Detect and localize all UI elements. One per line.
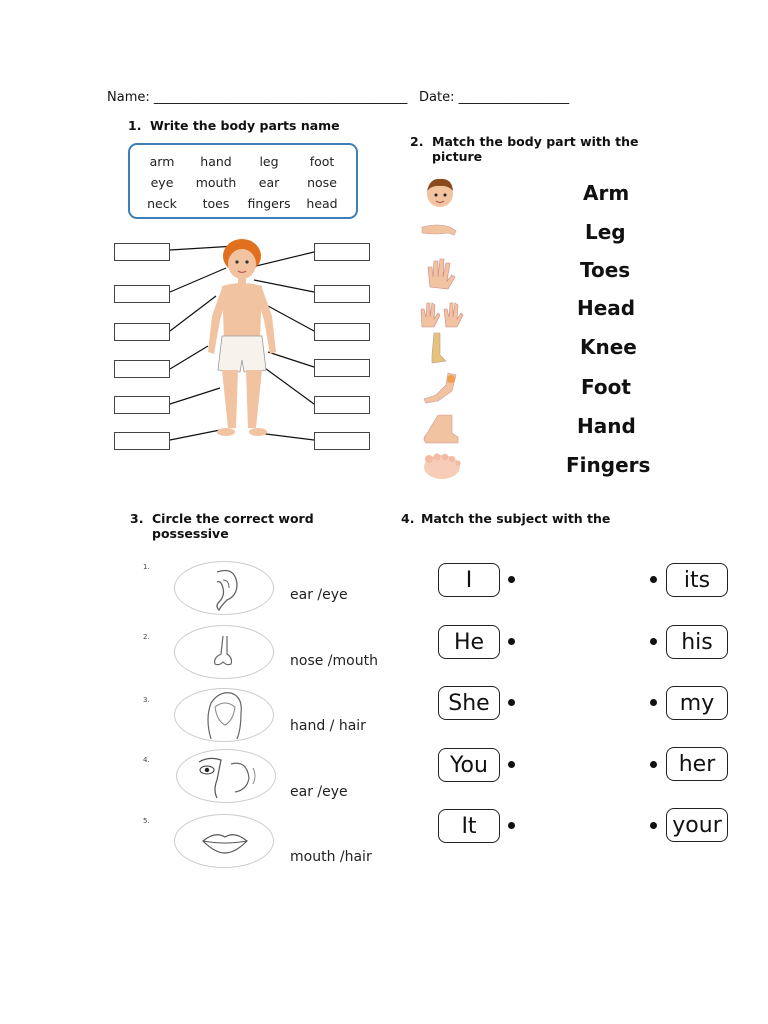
q3-choices[interactable]: ear /eye [290, 587, 348, 603]
match-dot[interactable] [508, 638, 515, 645]
label-box[interactable] [314, 323, 370, 341]
q3-picture-oval [174, 561, 274, 615]
q3-title: Circle the correct word [152, 511, 314, 526]
q2-word: Leg [585, 220, 626, 244]
q3-choices[interactable]: nose /mouth [290, 653, 378, 669]
word-bank-item: mouth [195, 175, 237, 190]
word-bank-item: ear [258, 175, 280, 190]
match-dot[interactable] [650, 761, 657, 768]
word-bank-item: foot [309, 154, 335, 169]
leg-picture [432, 333, 446, 363]
q3-picture-oval [174, 814, 274, 868]
q3-heading [130, 511, 370, 541]
label-box[interactable] [114, 323, 170, 341]
label-box[interactable] [314, 432, 370, 450]
q2-heading [410, 134, 670, 164]
q4-title: Match the subject with the [421, 511, 611, 526]
word-bank-item: eye [150, 175, 174, 190]
lips-icon [175, 815, 275, 869]
possessive-box[interactable]: my [666, 686, 728, 720]
possessive-box[interactable]: its [666, 563, 728, 597]
subject-box[interactable]: She [438, 686, 500, 720]
label-box[interactable] [114, 285, 170, 303]
q1-heading [128, 118, 340, 133]
q3-item-number: 2. [143, 633, 150, 641]
subject-box[interactable]: You [438, 748, 500, 782]
q3-title-cont: possessive [152, 526, 229, 541]
q3-item-number: 5. [143, 817, 150, 825]
foot-picture [424, 415, 458, 443]
q3-item-number: 4. [143, 756, 150, 764]
word-bank-item: neck [147, 196, 177, 211]
label-box[interactable] [314, 243, 370, 261]
q2-pictures [418, 175, 468, 485]
subject-box[interactable]: I [438, 563, 500, 597]
match-dot[interactable] [650, 822, 657, 829]
q3-choices[interactable]: hand / hair [290, 718, 366, 734]
q3-choices[interactable]: ear /eye [290, 784, 348, 800]
q4-heading [401, 511, 610, 526]
match-dot[interactable] [508, 576, 515, 583]
q3-picture-oval [176, 749, 276, 803]
q2-word: Foot [581, 375, 631, 399]
q3-picture-oval [174, 625, 274, 679]
q2-number: 2. [410, 134, 424, 149]
word-bank-item: hand [200, 154, 232, 169]
q1-number: 1. [128, 118, 142, 133]
toes-picture [424, 454, 461, 480]
q3-item-number: 3. [143, 696, 150, 704]
q2-word: Arm [583, 181, 630, 205]
word-bank-item: leg [259, 154, 279, 169]
word-bank-item: nose [307, 175, 337, 190]
possessive-box[interactable]: her [666, 747, 728, 781]
label-box[interactable] [314, 285, 370, 303]
q4-number: 4. [401, 511, 415, 526]
q1-title: Write the body parts name [150, 118, 340, 133]
word-bank-item: toes [202, 196, 230, 211]
q2-title-cont: picture [432, 149, 483, 164]
q2-word: Fingers [566, 453, 651, 477]
label-box[interactable] [114, 360, 170, 378]
q1-word-bank [128, 143, 358, 219]
word-bank-item: head [306, 196, 338, 211]
subject-box[interactable]: He [438, 625, 500, 659]
nose-icon [175, 626, 275, 680]
eye-icon [177, 750, 277, 804]
word-bank-item: fingers [247, 196, 291, 211]
name-field-label: Name: _______________________________________ [107, 90, 408, 105]
ear-icon [175, 562, 275, 616]
match-dot[interactable] [650, 576, 657, 583]
q2-word: Toes [580, 258, 631, 282]
boy-figure [208, 239, 276, 436]
q2-word: Knee [580, 335, 637, 359]
match-dot[interactable] [650, 699, 657, 706]
q2-title: Match the body part with the [432, 134, 639, 149]
label-box[interactable] [114, 432, 170, 450]
fingers-picture [421, 303, 463, 327]
match-dot[interactable] [508, 761, 515, 768]
possessive-box[interactable]: your [666, 808, 728, 842]
label-box[interactable] [114, 396, 170, 414]
label-box[interactable] [314, 359, 370, 377]
q3-picture-oval [174, 688, 274, 742]
q3-choices[interactable]: mouth /hair [290, 849, 372, 865]
word-bank-item: arm [149, 154, 175, 169]
head-picture [427, 179, 453, 207]
q2-word: Head [577, 296, 636, 320]
subject-box[interactable]: It [438, 809, 500, 843]
q2-word: Hand [577, 414, 636, 438]
match-dot[interactable] [650, 638, 657, 645]
body-diagram [108, 228, 378, 458]
match-dot[interactable] [508, 699, 515, 706]
label-box[interactable] [114, 243, 170, 261]
q3-number: 3. [130, 511, 144, 526]
possessive-box[interactable]: his [666, 625, 728, 659]
hair-icon [175, 689, 275, 743]
label-box[interactable] [314, 396, 370, 414]
arm-picture [422, 225, 456, 235]
date-field-label: Date: _________________ [419, 90, 570, 105]
q3-item-number: 1. [143, 563, 150, 571]
match-dot[interactable] [508, 822, 515, 829]
hand-picture [428, 259, 455, 289]
knee-picture [424, 373, 456, 403]
